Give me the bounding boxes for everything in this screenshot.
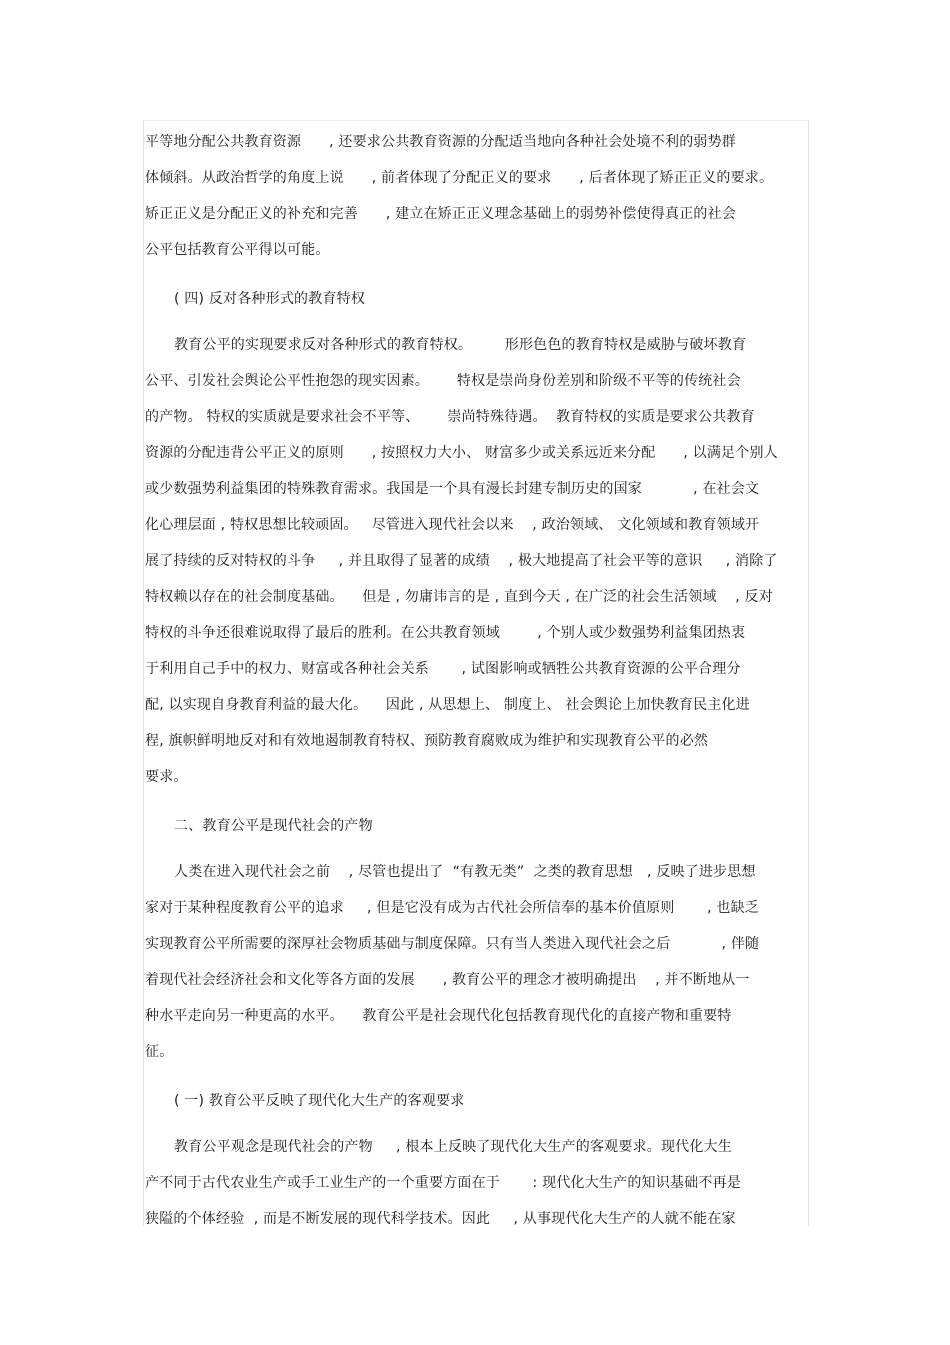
paragraph-line: 种水平走向另一种更高的水平。 教育公平是社会现代化包括教育现代化的直接产物和重要特 [145, 1008, 732, 1024]
section-heading: ( 一) 教育公平反映了现代化大生产的客观要求 [174, 1093, 465, 1109]
paragraph-line: 展了持续的反对特权的斗争 , 并且取得了显著的成绩 , 极大地提高了社会平等的意识 , 消除了 [145, 553, 778, 569]
section-heading: 二、教育公平是现代社会的产物 [174, 818, 373, 834]
paragraph-line: 平等地分配公共教育资源 , 还要求公共教育资源的分配适当地向各种社会处境不利的弱势群 [145, 134, 736, 150]
paragraph-line: 教育公平的实现要求反对各种形式的教育特权。 形形色色的教育特权是威胁与破坏教育 [174, 337, 747, 353]
paragraph-line: 程, 旗帜鲜明地反对和有效地遏制教育特权、预防教育腐败成为维护和实现教育公平的必然 [145, 733, 709, 749]
paragraph-line: 特权赖以存在的社会制度基础。 但是 , 勿庸讳言的是 , 直到今天 , 在广泛的社会生活领域 , 反对 [145, 589, 773, 605]
paragraph-line: 要求。 [145, 769, 188, 785]
paragraph-line: 公平、引发社会舆论公平性抱怨的现实因素。 特权是崇尚身份差别和阶级不平等的传统社会 [145, 373, 741, 389]
paragraph-line: 配, 以实现自身教育利益的最大化。 因此 , 从思想上、 制度上、 社会舆论上加快教育民主化进 [145, 697, 750, 713]
paragraph-line: 体倾斜。从政治哲学的角度上说 , 前者体现了分配正义的要求 , 后者体现了矫正正义的要求。 [145, 170, 774, 186]
paragraph-line: 化心理层面 , 特权思想比较顽固。 尽管进入现代社会以来 , 政治领域、 文化领域和教育领域开 [145, 517, 760, 533]
paragraph-line: 教育公平观念是现代社会的产物 , 根本上反映了现代化大生产的客观要求。现代化大生 [174, 1139, 732, 1155]
paragraph-line: 矫正正义是分配正义的补充和完善 , 建立在矫正正义理念基础上的弱势补偿使得真正的社会 [145, 206, 736, 222]
paragraph-line: 人类在进入现代社会之前 , 尽管也提出了 “有教无类” 之类的教育思想 , 反映了进步思想 [174, 864, 756, 880]
paragraph-line: 或少数强势利益集团的特殊教育需求。我国是一个具有漫长封建专制历史的国家 , 在社会文 [145, 481, 760, 497]
paragraph-line: 征。 [145, 1044, 174, 1060]
paragraph-line: 着现代社会经济社会和文化等各方面的发展 , 教育公平的理念才被明确提出 , 并不断地从一 [145, 972, 750, 988]
paragraph-line: 家对于某种程度教育公平的追求 , 但是它没有成为古代社会所信奉的基本价值原则 , 也缺乏 [145, 900, 760, 916]
paragraph-line: 特权的斗争还很难说取得了最后的胜利。在公共教育领域 , 个别人或少数强势利益集团热衷 [145, 625, 746, 641]
paragraph-line: 的产物。 特权的实质就是要求社会不平等、 崇尚特殊待遇。 教育特权的实质是要求公共教育 [145, 409, 755, 425]
paragraph-line: 公平包括教育公平得以可能。 [145, 242, 330, 258]
paragraph-line: 于利用自己手中的权力、财富或各种社会关系 , 试图影响或牺牲公共教育资源的公平合理分 [145, 661, 741, 677]
paragraph-line: 实现教育公平所需要的深厚社会物质基础与制度保障。只有当人类进入现代社会之后 , 伴随 [145, 936, 760, 952]
section-heading: ( 四) 反对各种形式的教育特权 [174, 291, 366, 307]
paragraph-line: 资源的分配违背公平正义的原则 , 按照权力大小、 财富多少或关系远近来分配 , 以满足个别人 [145, 445, 778, 461]
paragraph-line: 产不同于古代农业生产或手工业生产的一个重要方面在于 : 现代化大生产的知识基础不再是 [145, 1175, 741, 1191]
paragraph-line: 狭隘的个体经验 , 而是不断发展的现代科学技术。因此 , 从事现代化大生产的人就不能在家 [145, 1211, 736, 1227]
